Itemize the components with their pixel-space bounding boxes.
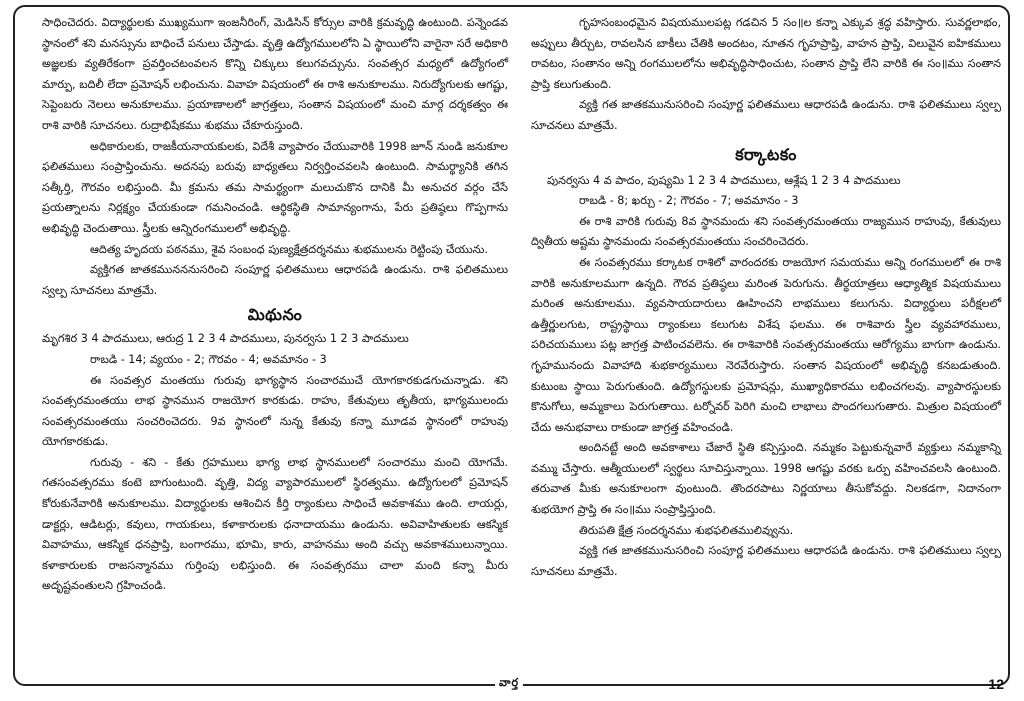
- income-expense-line: రాబడి - 14; వ్యయం - 2; గౌరవం - 4; అవమానం - 3: [90, 352, 327, 366]
- section-heading-mithunam: మిథునం: [247, 305, 303, 325]
- income-expense-line: రాబడి - 8; ఖర్చు - 2; గౌరవం - 7; అవమానం - 3: [579, 194, 799, 208]
- paragraph: ఈ సంవత్సర మంతయు గురువు భాగ్యస్థాన సంచారముచే యోగకారకుడగుచున్నాడు. శని సంవత్సరమంతయు లాభ స్థానమున రాజయోగ కారకుడు. రాహు, కేతువులు తృతీయ, భాగ్యములందు సంవత్సరమంతయు సంచరించెదరు. 9వ స్థానంలో నున్న కేతువు కన్నా మూడవ స్థానంలో రాహువు యోగకారకుడు.: [42, 373, 508, 449]
- paragraph: గురువు - శని - కేతు గ్రహములు భాగ్య లాభ స్థానములలో సంచారము మంచి యోగమే. గతసంవత్సరము కంటె బాగుంటుంది. వృత్తి, విద్య వ్యాపారములలో స్థిరత్వము. ఉద్యోగులలో ప్రమోషన్ కోరుకునేవారికి అనుకూలము. విద్యార్థులకు ఆశించిన కీర్తి ర్యాంకులు సాధించే అవకాశము ఉంది. లాయర్లు, డాక్టర్లు, ఆడిటర్లు, కవులు, గాయకులు, కళాకారులకు ధనాదాయము ఉండును. అవివాహితులకు ఆకస్మిక వివాహము, ఆకస్మిక ధనప్రాప్తి, బంగారము, భూమి, కారు, వాహనము అంది వచ్చు అవకాశములున్నాయి. కళాకారులకు రాజసన్మానము గుర్తింపు లభిస్తుంది. ఈ సంవత్సరము చాలా మంది కన్నా మీరు అదృష్టవంతులని గ్రహించండి.: [42, 455, 508, 593]
- paragraph: గృహసంబంధమైన విషయములపట్ల గడచిన 5 సం॥ల కన్నా ఎక్కువ శ్రద్ధ వహిస్తారు. సువర్ణలాభం, అప్పులు తీర్చుట, రావలసిన బాకీలు చేతికి అందటం, నూతన గృహప్రాప్తి, వాహన ప్రాప్తి, విలువైన ఐహికములు రావటం, సంతానం అన్ని రంగములలోను అభివృద్ధిసాధించుట, సంతాన ప్రాప్తి లేని వారికి ఈ సం॥ము సంతాన ప్రాప్తి కలుగుతుంది.: [531, 16, 1001, 91]
- paragraph: ఆదిత్య హృదయ పఠనము, శైవ సంబంధ పుణ్యక్షేత్రదర్శనము శుభములను రెట్టింపు చేయును.: [90, 242, 488, 256]
- paragraph: సాధించెదరు. విద్యార్థులకు ముఖ్యముగా ఇంజనీరింగ్, మెడిసిన్ కోర్సుల వారికి క్రమవృద్ధి ఉంటుంది. పన్నెండవ స్థానంలో శని మనస్సును బాధించే పనులు చేస్తాడు. వృత్తి ఉద్యోగములలోని ఏ స్థాయిలోని వారైనా సరే అధికారి అజ్ఞలకు వ్యతిరేకంగా ప్రవర్తించటంవలన కొన్ని చిక్కులు కలుగవచ్చును. సంవత్సర మధ్యలో ఉద్యోగంలో మార్పు, బదిలీ లేదా ప్రమోషన్ లభించును. వివాహ విషయంలో ఈ రాశి అనుకూలము. నిరుద్యోగులకు ఆగష్టు, సెప్టెంబరు నెలలు అనుకూలము. ప్రయాణాలలో జాగ్రత్తలు, సంతాన విషయంలో మంచి మార్గ దర్శకత్వం ఈ రాశి వారికి సూచనలు. రుద్రాభిషేకము శుభము చేకూరుస్తుంది.: [42, 16, 508, 132]
- paragraph: ఈ సంవత్సరము కర్కాటక రాశిలో వారందరకు రాజయోగ సమయము అన్ని రంగములలో ఈ రాశి వారికి అనుకూలముగా ఉన్నది. గౌరవ ప్రతిష్ఠలు మరింత పెరుగును. తీర్థయాత్రలు ఆధ్యాత్మిక విషయములు మరింత అనుకూలము. వ్యవసాయదారులు ఊహించని లాభములు కలుగును. విద్యార్థులు పరీక్షలలో ఉత్తీర్ణులగుట, రాష్ట్రస్థాయి ర్యాంకులు కలుగుట విశేష ఫలము. ఈ రాశివారు స్త్రీల వ్యవహారములు, పరిచయములు పట్ల జాగ్రత్త పాటించవలెను. ఈ రాశివారికి సంవత్సరమంతయు ఆరోగ్యము బాగుగా ఉండును. గృహమునందు వివాహాది శుభకార్యములు నెరవేరుస్తారు. సంతాన విషయంలో అభివృద్ధి కనబడుతుంది. కుటుంబ స్థాయి పెరుగుతుంది. ఉద్యోగస్థులకు ప్రమోషన్లు, ముఖ్యాధికారము లభించగలవు. వ్యాపారస్థులకు కొనుగోలు, అమ్మకాలు పెరుగుతాయి. టర్నోవర్ పెరిగి మంచి లాభాలు పొందగలుగుతారు. మిత్రుల విషయంలో చేదు అనుభవాలు రాకుండా జాగ్రత్త వహించండి.: [531, 255, 1001, 434]
- paragraph: అధికారులకు, రాజకీయనాయకులకు, విదేశీ వ్యాపారం చేయువారికి 1998 జూన్ నుండి జనుకూల ఫలితములు సంప్రాప్తించును. అదనపు బరువు బాధ్యతలు నిర్వర్తించవలసి ఉంటుంది. సామర్థ్యానికి తగిన సత్కీర్తి, గౌరవం లభిస్తుంది. మీ క్రమను తమ సామర్థ్యంగా మలుచుకొన దానికి మీ అనుచర వర్గం చేసే ప్రయత్నాలను నిర్లక్ష్యం చేయకుండా గమనించండి. ఆర్థికస్థితి సామాన్యంగాను, పేరు ప్రతిష్ఠలు గొప్పగాను అభివృద్ధి చెందుతాయి. స్త్రీలకు ఆన్నిరంగములలో అభివృద్ధి.: [42, 139, 508, 235]
- paragraph: వ్యక్తి గత జాతకమునుసరించి సంపూర్ణ ఫలితములు ఆధారపడి ఉండును. రాశి ఫలితములు స్వల్ప సూచనలు మాత్రమే.: [531, 544, 1001, 578]
- nakshatra-line: మృగశిర 3 4 పాదములు, ఆరుద్ర 1 2 3 4 పాదములు, పునర్వసు 1 2 3 పాదములు: [42, 332, 409, 346]
- paragraph: అందినట్టే అంది అవకాశాలు చేజారే స్థితి కన్పిస్తుంది. నమ్మకం పెట్టుకున్నవారే వ్యక్తులు నమ్మకాన్ని వమ్ము చేస్తారు. ఆత్మీయులలో స్వర్థలు సూచిస్తున్నాయి. 1998 ఆగష్టు వరకు ఒర్పు వహించవలసి ఉంటుంది. తరువాత మీకు అనుకూలంగా వుంటుంది. తొందరపాటు నిర్ణయాలు తీసుకోవద్దు. నిలకడగా, నిదానంగా శుభయోగ ప్రాప్తి ఈ సం॥ము సంప్రాప్తిస్తుంది.: [531, 441, 1001, 517]
- paragraph: వ్యక్తి గత జాతకమునుసరించి సంపూర్ణ ఫలితములు ఆధారపడి ఉండును. రాశి ఫలితములు స్వల్ప సూచనలు మాత్రమే.: [531, 98, 1001, 132]
- publication-logo: వార్త: [495, 676, 523, 692]
- page-number: 12: [988, 676, 1004, 692]
- nakshatra-line: పునర్వసు 4 వ పాదం, పుష్యమి 1 2 3 4 పాదములు, ఆశ్లేష 1 2 3 4 పాదములు: [547, 173, 901, 187]
- left-column: [42, 13, 508, 597]
- section-heading-karkatakam: కర్కాటకం: [735, 144, 797, 164]
- right-column: [531, 13, 1001, 582]
- paragraph: తిరుపతి క్షేత్ర సందర్శనము శుభఫలితములివ్వును.: [579, 523, 794, 537]
- paragraph: వ్యక్తిగత జాతకమునననుసరించి సంపూర్ణ ఫలితములు ఆధారపడి ఉండును. రాశి ఫలితములు స్వల్ప సూచనలు మాత్రమే.: [42, 263, 508, 297]
- page-frame: [13, 5, 1010, 686]
- paragraph: ఈ రాశి వారికి గురువు 8వ స్థానమందు శని సంవత్సరమంతయు రాజ్యమున రాహువు, కేతువులు ద్వితీయ అష్టమ స్థానమందు సంవత్సరమంతయు సంచరించెదరు.: [531, 214, 1001, 249]
